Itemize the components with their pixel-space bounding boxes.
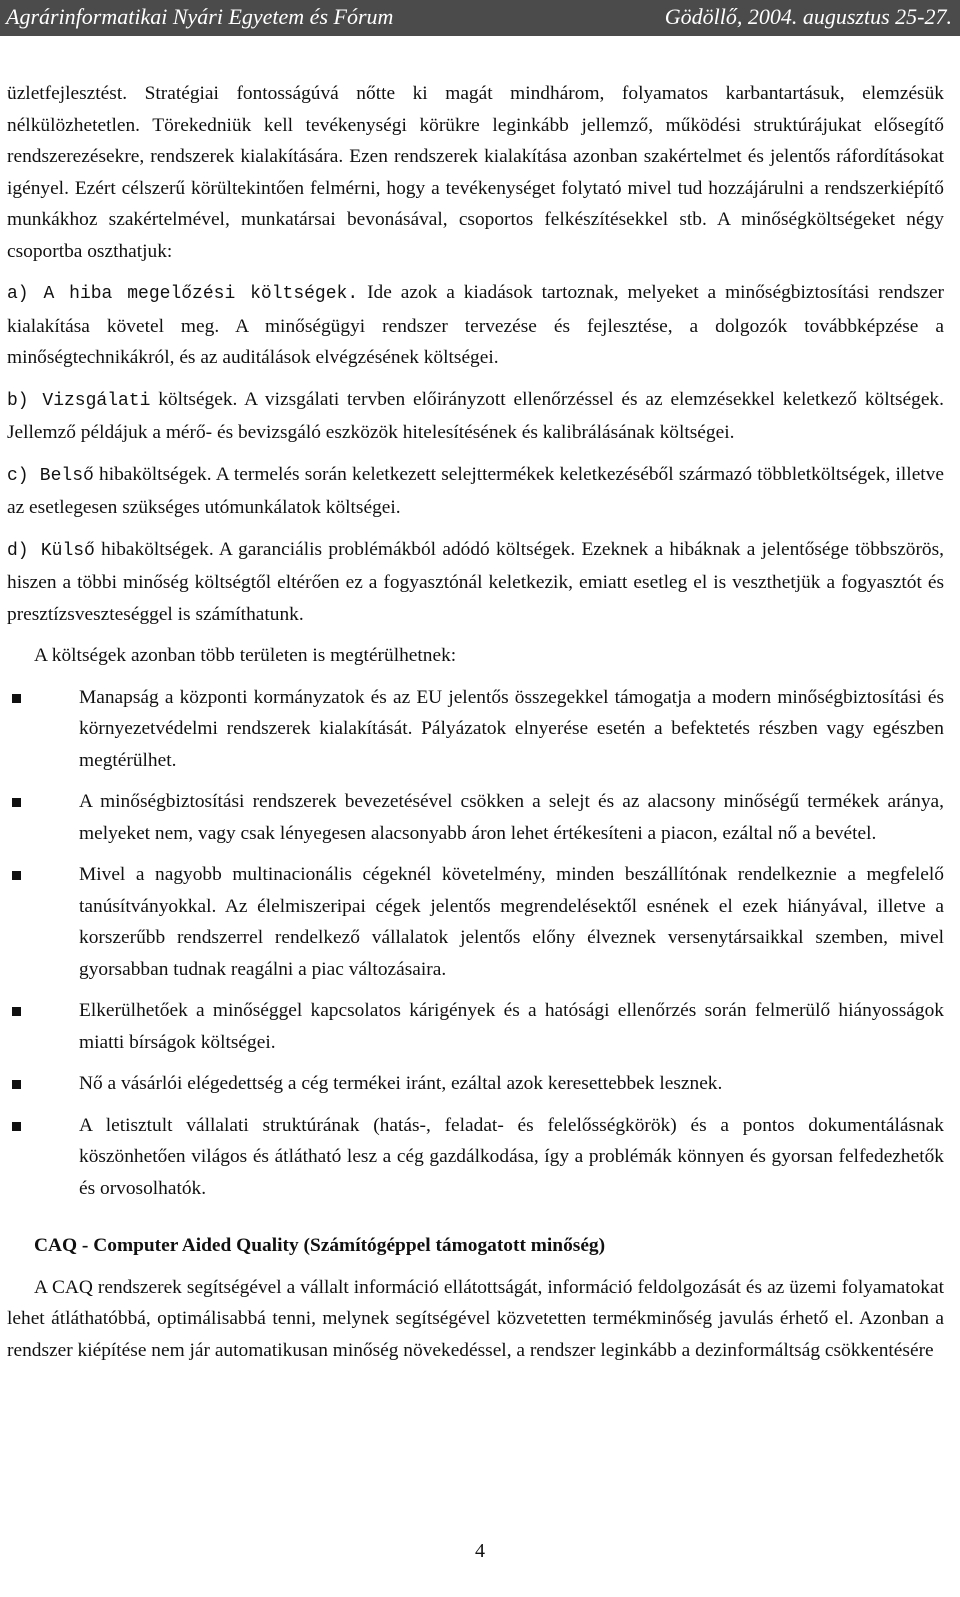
list-item-text: Elkerülhetőek a minőséggel kapcsolatos kárigények és a hatósági ellenőrzés során felmerülő hiányosságok miatti bírságok költségei.: [79, 1000, 944, 1053]
cost-group-c-lead: c) Belső: [7, 465, 94, 486]
list-item: [7, 995, 944, 1058]
cost-group-d: [7, 534, 944, 631]
list-item: [7, 786, 944, 849]
document-body: [7, 78, 944, 1366]
cost-group-a-text: Ide azok a kiadások tartoznak, melyeket a minőségbiztosítási rendszer kialakítása követel meg. A minőségügyi rendszer tervezése és fejlesztése, a dolgozók továbbképzése a minőségtechnikákról, és az auditálások elvégzésének költségei.: [7, 282, 945, 368]
list-item-text: A letisztult vállalati struktúrának (hatás-, feladat- és felelősségkörök) és a pontos dokumentálásnak köszönhetően világos és átlátható lesz a cég gazdálkodása, így a problémák könnyen és gyorsan felfedezhetők és orvosolhatók.: [79, 1114, 944, 1199]
cost-group-a-lead: a) A hiba megelőzési költségek.: [7, 284, 359, 304]
page-header: [0, 0, 960, 36]
cost-group-a: [7, 277, 944, 374]
square-bullet-icon: [12, 798, 21, 807]
intro-paragraph: üzletfejlesztést. Stratégiai fontosságúvá nőtte ki magát mindhárom, folyamatos karbantartásuk, elemzésük nélkülözhetetlen. Törekedniük kell tevékenységi körükre leginkább jellemző, működési struktúrájukat elősegítő rendszerezésekre, rendszerek kialakítására. Ezen rendszerek kialakítása azonban szakértelmet és jelentős ráfordításokat igényel. Ezért célszerű körültekintően felmérni, hogy a tevékenységet folytató mivel tud hozzájárulni a rendszerkiépítő munkákhoz szakértelmével, munkatársai bevonásával, csoportos felkészítésekkel stb. A minőségköltségeket négy csoportba oszthatjuk:: [7, 83, 944, 262]
list-item: [7, 859, 944, 985]
recoup-bullet-list: [7, 682, 944, 1205]
caq-paragraph: A CAQ rendszerek segítségével a vállalt információ ellátottságát, információ feldolgozását és az üzemi folyamatokat lehet átláthatóbbá, optimálisabbá tenni, melynek segítségével közvetetten termékminőség javulás érhető el. Azonban a rendszer kiépítése nem jár automatikusan minőség növekedéssel, a rendszer leginkább a dezinformáltság csökkentésére: [7, 1276, 944, 1361]
page-number: 4: [475, 1540, 485, 1562]
list-item: [7, 1110, 944, 1205]
square-bullet-icon: [12, 1007, 21, 1016]
list-item-text: Manapság a központi kormányzatok és az EU jelentős összegekkel támogatja a modern minőségbiztosítási és környezetvédelmi rendszerek kialakítását. Pályázatok elnyerése esetén a befektetés részben vagy egészben megtérülhet.: [79, 686, 944, 771]
cost-group-d-lead: d) Külső: [7, 540, 95, 561]
header-location-date: Gödöllő, 2004. augusztus 25-27.: [664, 4, 952, 29]
square-bullet-icon: [12, 871, 21, 880]
square-bullet-icon: [12, 1080, 21, 1089]
list-item-text: Mivel a nagyobb multinacionális cégeknél követelmény, minden beszállítónak rendelkeznie a megfelelő tanúsítványokkal. Az élelmiszeripai cégek jelentős megrendelésektől esnének el ezek hiányával, illetve a korszerűbb rendszerrel rendelkező vállalatok jelentős előny élveznek versenytársaikkal szemben, mivel gyorsabban tudnak reagálni a piac változásaira.: [79, 864, 944, 980]
caq-heading: CAQ - Computer Aided Quality (Számítógéppel támogatott minőség): [34, 1235, 606, 1256]
recoup-intro: A költségek azonban több területen is megtérülhetnek:: [34, 645, 457, 666]
list-item: [7, 1068, 944, 1100]
header-conference-title: Agrárinformatikai Nyári Egyetem és Fórum: [6, 4, 394, 29]
square-bullet-icon: [12, 694, 21, 703]
cost-group-c: [7, 459, 944, 524]
cost-group-d-text: hibaköltségek. A garanciális problémákból adódó költségek. Ezeknek a hibáknak a jelentősége többszörös, hiszen a többi minőség költségtől eltérően ez a fogyasztónál keletkezik, emiatt esetleg el is veszthetjük a fogyasztót és presztízsveszteséggel is számíthatunk.: [7, 538, 944, 625]
cost-group-c-text: hibaköltségek. A termelés során keletkezett selejttermékek keletkezéséből származó többletköltségek, illetve az esetlegesen szükséges utómunkálatok költségei.: [7, 463, 944, 518]
list-item: [7, 682, 944, 777]
list-item-text: A minőségbiztosítási rendszerek bevezetésével csökken a selejt és az alacsony minőségű termékek aránya, melyeket nem, vagy csak lényegesen alacsonyabb áron lehet értékesíteni a piacon, ezáltal nő a bevétel.: [79, 791, 944, 844]
cost-group-b-lead: b) Vizsgálati: [7, 390, 151, 411]
cost-group-b: [7, 384, 944, 449]
cost-group-b-text: költségek. A vizsgálati tervben előirányzott ellenőrzéssel és az elemzésekkel keletkező költségek. Jellemző példájuk a mérő- és bevizsgáló eszközök hitelesítésének és kalibrálásának költségei.: [7, 388, 944, 443]
list-item-text: Nő a vásárlói elégedettség a cég termékei iránt, ezáltal azok keresettebbek lesznek.: [79, 1073, 723, 1094]
square-bullet-icon: [12, 1122, 21, 1131]
